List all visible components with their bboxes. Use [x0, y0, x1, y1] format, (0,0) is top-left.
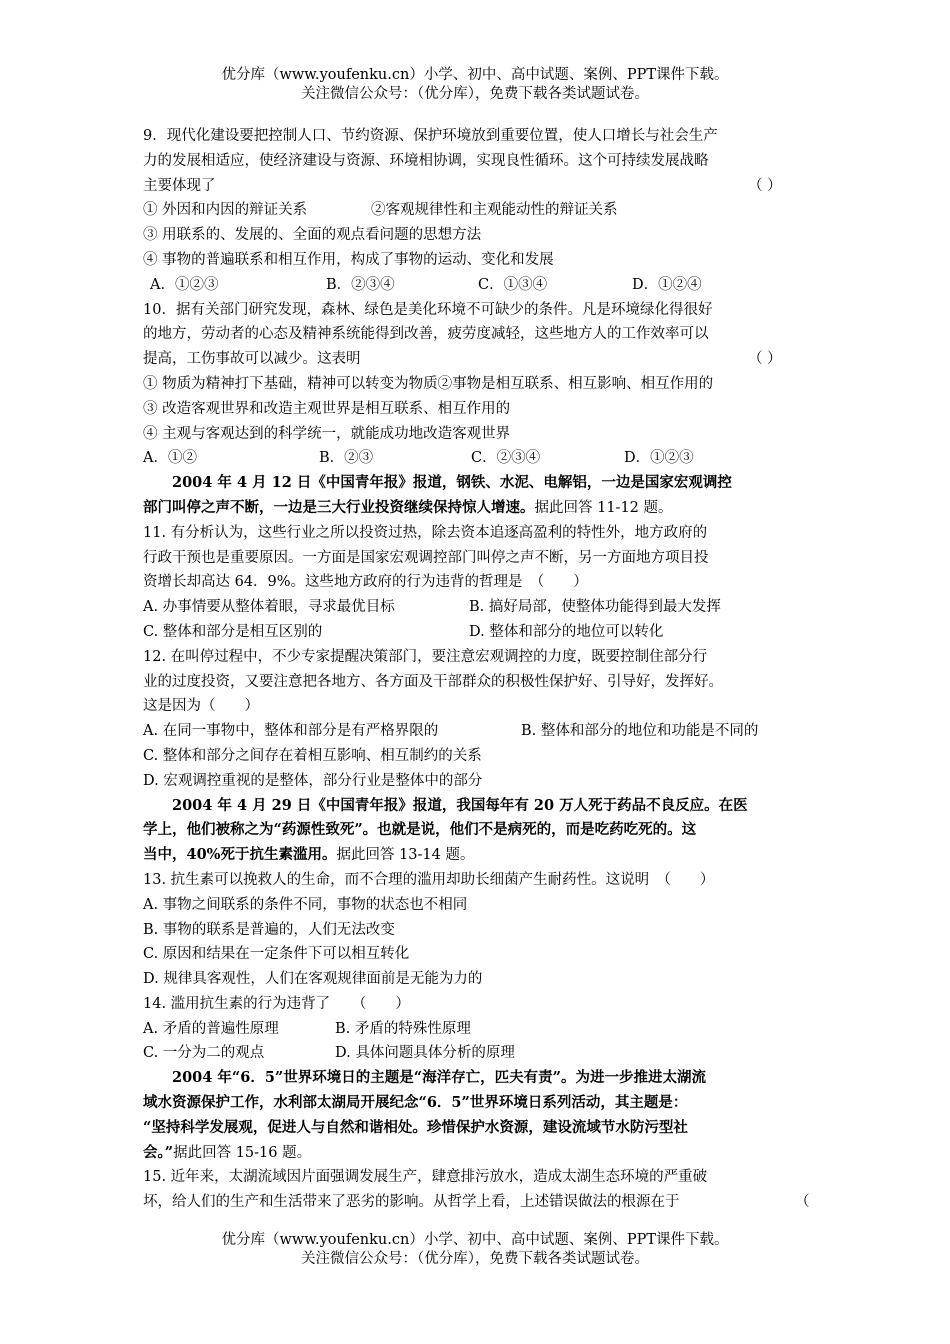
choice-d: D. 规律具客观性，人们在客观规律面前是无能为力的	[143, 971, 483, 988]
choice-c: C. 一分为二的观点	[143, 1045, 265, 1062]
answer-parentheses: （	[795, 1194, 810, 1211]
material-text: 2004 年 4 月 12 日《中国青年报》报道，钢铁、水泥、电解铝，一边是国家宏观调控	[172, 474, 732, 492]
choice-row	[143, 273, 813, 298]
material-instruction: 据此回答 13-14 题。	[336, 847, 475, 864]
material-1	[143, 471, 813, 521]
footer-line-1: 优分库（www.youfenku.cn）小学、初中、高中试题、案例、PPT课件下载。	[221, 1232, 729, 1248]
choice-a: A. 事物之间联系的条件不同，事物的状态也不相同	[143, 896, 468, 913]
choice-d: D．①②④	[632, 276, 702, 293]
question-text: 这是因为（ ）	[143, 698, 259, 715]
answer-parentheses: （ ）	[748, 177, 782, 194]
choice-c: C．①③④	[478, 276, 548, 293]
choice-a: A. 办事情要从整体着眼，寻求最优目标	[143, 599, 395, 616]
material-instruction: 据此回答 11-12 题。	[534, 499, 673, 516]
choice-c: C. 整体和部分之间存在着相互影响、相互制约的关系	[143, 747, 482, 764]
question-text: 业的过度投资，又要注意把各地方、各方面及干部群众的积极性保护好、引导好，发挥好。	[143, 673, 723, 690]
statement-1: ① 外因和内因的辩证关系	[143, 202, 308, 219]
material-3	[143, 1066, 813, 1165]
question-text-line	[143, 347, 813, 372]
header-line-1: 优分库（www.youfenku.cn）小学、初中、高中试题、案例、PPT课件下载。	[221, 67, 729, 83]
page-footer	[0, 1231, 950, 1269]
statement-2: ②客观规律性和主观能动性的辩证关系	[371, 202, 618, 219]
choice-row	[143, 1017, 813, 1042]
choice-d: D. 整体和部分的地位可以转化	[469, 623, 664, 640]
statement-4: ④ 主观与客观达到的科学统一，就能成功地改造客观世界	[143, 425, 511, 442]
choice-a: A．①②③	[150, 276, 219, 293]
material-2	[143, 794, 813, 868]
material-text: 当中，40%死于抗生素滥用。	[143, 846, 337, 864]
statement-1-2: ① 物质为精神打下基础，精神可以转变为物质②事物是相互联系、相互影响、相互作用的	[143, 375, 714, 392]
question-text: 12. 在叫停过程中，不少专家提醒决策部门，要注意宏观调控的力度，既要控制住部分行	[143, 648, 708, 665]
material-text-line	[143, 843, 813, 868]
material-text: 会。”	[143, 1143, 174, 1161]
choice-row	[143, 620, 813, 645]
question-text: 坏，给人们的生产和生活带来了恶劣的影响。从哲学上看，上述错误做法的根源在于	[143, 1194, 680, 1211]
page-header	[0, 66, 950, 104]
choice-b: B．②③④	[326, 276, 395, 293]
material-text: 2004 年 4 月 29 日《中国青年报》报道，我国每年有 20 万人死于药品不良反应。在医	[172, 796, 748, 814]
question-text: 10．据有关部门研究发现，森林、绿色是美化环境不可缺少的条件。凡是环境绿化得很好	[143, 301, 713, 318]
material-text: 学上，他们被称之为“药源性致死”。也就是说，他们不是病死的，而是吃药吃死的。这	[143, 821, 697, 839]
question-text: 的地方，劳动者的心态及精神系统能得到改善，疲劳度减轻，这些地方人的工作效率可以	[143, 326, 709, 343]
question-15	[143, 1165, 813, 1215]
question-text: 提高，工伤事故可以减少。这表明	[143, 351, 361, 368]
choice-row	[143, 719, 813, 744]
question-text: 资增长却高达 64．9%。这些地方政府的行为违背的哲理是 （ ）	[143, 574, 588, 591]
question-text-line	[143, 174, 813, 199]
choice-b: B. 矛盾的特殊性原理	[335, 1020, 471, 1037]
question-text: 13. 抗生素可以挽救人的生命，而不合理的滥用却助长细菌产生耐药性。这说明 （ ）	[143, 871, 715, 888]
choice-b: B. 搞好局部，使整体功能得到最大发挥	[469, 599, 721, 616]
question-text: 14. 滥用抗生素的行为违背了 （ ）	[143, 995, 410, 1012]
question-12	[143, 645, 813, 794]
choice-b: B．②③	[319, 450, 374, 467]
material-text-line	[143, 1141, 813, 1166]
statement-3: ③ 用联系的、发展的、全面的观点看问题的思想方法	[143, 227, 482, 244]
choice-d: D. 宏观调控重视的是整体，部分行业是整体中的部分	[143, 772, 483, 789]
material-text: 2004 年“6．5”世界环境日的主题是“海洋存亡，匹夫有责”。为进一步推进太湖流	[172, 1069, 706, 1087]
statement-4: ④ 事物的普遍联系和相互作用，构成了事物的运动、变化和发展	[143, 251, 554, 268]
choice-c: C. 整体和部分是相互区别的	[143, 623, 323, 640]
exam-content	[143, 124, 813, 1215]
question-11	[143, 521, 813, 645]
material-text-line	[143, 496, 813, 521]
choice-a: A．①②	[143, 450, 197, 467]
question-text: 9．现代化建设要把控制人口、节约资源、保护环境放到重要位置，使人口增长与社会生产	[143, 128, 718, 144]
question-14	[143, 992, 813, 1066]
choice-c: C. 原因和结果在一定条件下可以相互转化	[143, 946, 410, 963]
choice-b: B. 整体和部分的地位和功能是不同的	[521, 723, 759, 740]
question-text: 11. 有分析认为，这些行业之所以投资过热，除去资本追逐高盈利的特性外，地方政府的	[143, 524, 708, 541]
header-line-2: 关注微信公众号：（优分库），免费下载各类试题试卷。	[301, 86, 649, 102]
question-13	[143, 868, 813, 992]
question-10	[143, 298, 813, 472]
choice-d: D．①②③	[624, 450, 694, 467]
statement-3: ③ 改造客观世界和改造主观世界是相互联系、相互作用的	[143, 400, 511, 417]
choice-row	[143, 595, 813, 620]
question-text: 15. 近年来，太湖流域因片面强调发展生产，肆意排污放水，造成太湖生态环境的严重破	[143, 1169, 708, 1186]
question-9	[143, 124, 813, 298]
answer-parentheses: （ ）	[748, 351, 782, 368]
question-text: 力的发展相适应，使经济建设与资源、环境相协调，实现良性循环。这个可持续发展战略	[143, 152, 709, 169]
choice-b: B. 事物的联系是普遍的，人们无法改变	[143, 921, 395, 938]
choice-a: A. 在同一事物中，整体和部分是有严格界限的	[143, 723, 439, 740]
question-text-line	[143, 1190, 813, 1215]
material-text: 部门叫停之声不断，一边是三大行业投资继续保持惊人增速。	[143, 498, 535, 516]
material-text: 域水资源保护工作，水利部太湖局开展纪念“6．5”世界环境日系列活动，其主题是：	[143, 1094, 688, 1112]
statement-row	[143, 198, 813, 223]
choice-row	[143, 1041, 813, 1066]
material-text: “坚持科学发展观，促进人与自然和谐相处。珍惜保护水资源，建设流域节水防污型社	[143, 1118, 688, 1136]
footer-line-2: 关注微信公众号：（优分库），免费下载各类试题试卷。	[301, 1251, 649, 1267]
question-text: 行政干预也是重要原因。一方面是国家宏观调控部门叫停之声不断，另一方面地方项目投	[143, 549, 709, 566]
choice-row	[143, 446, 813, 471]
question-text: 主要体现了	[143, 177, 216, 194]
material-instruction: 据此回答 15-16 题。	[173, 1144, 312, 1161]
choice-c: C．②③④	[471, 450, 541, 467]
choice-d: D. 具体问题具体分析的原理	[335, 1045, 515, 1062]
choice-a: A. 矛盾的普遍性原理	[143, 1020, 279, 1037]
